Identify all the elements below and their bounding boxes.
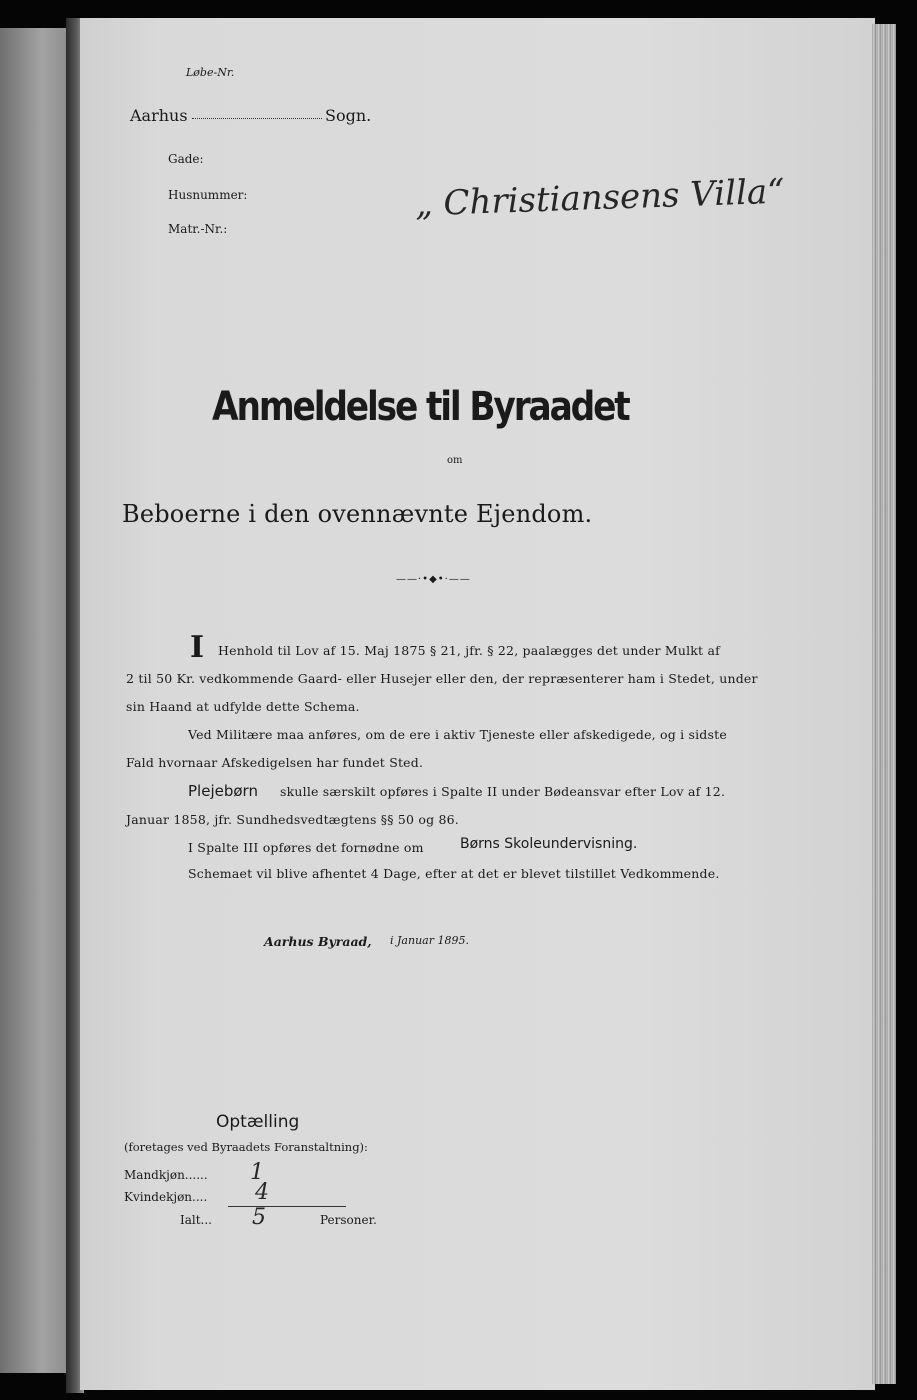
signature-org: Aarhus Byraad, (264, 934, 372, 949)
page-edges (872, 24, 896, 1384)
page-title: Anmeldelse til Byraadet (212, 384, 629, 430)
female-label: Kvindekjøn.... (124, 1190, 208, 1204)
instruction-line: Januar 1858, jfr. Sundhedsvedtægtens §§ 50 og 86. (126, 812, 459, 827)
instruction-line: Henhold til Lov af 15. Maj 1875 § 21, jfr. § 22, paalægges det under Mulkt af (218, 643, 720, 658)
male-value: 1 (250, 1160, 264, 1185)
husnummer-label: Husnummer: (168, 188, 248, 202)
instruction-line: sin Haand at udfylde dette Schema. (126, 699, 360, 714)
instruction-line: Ved Militære maa anføres, om de ere i aktiv Tjeneste eller afskedigede, og i sidste (188, 727, 727, 742)
male-label: Mandkjøn...... (124, 1168, 208, 1182)
gade-label: Gade: (168, 152, 204, 166)
page-subtitle: Beboerne i den ovennævnte Ejendom. (122, 500, 593, 528)
sogn-label: Sogn. (325, 106, 372, 125)
paragraph-initial: I (190, 630, 205, 665)
left-page-edge (0, 28, 70, 1373)
instruction-line: 2 til 50 Kr. vedkommende Gaard- eller Husejer eller den, der repræsenterer ham i Stedet, under (126, 671, 758, 686)
lobe-nr-label: Løbe-Nr. (186, 66, 235, 79)
total-label: Ialt... (180, 1213, 212, 1227)
om-label: om (447, 455, 463, 466)
instruction-line: skulle særskilt opføres i Spalte II under Bødeansvar efter Lov af 12. (280, 784, 726, 799)
matr-nr-label: Matr.-Nr.: (168, 222, 228, 236)
instruction-line: Schemaet vil blive afhentet 4 Dage, efter at det er blevet tilstillet Vedkommende. (188, 866, 720, 881)
total-value: 5 (252, 1205, 266, 1230)
census-heading: Optælling (216, 1112, 300, 1132)
handwritten-address: „ Christiansens Villa“ (414, 171, 786, 225)
signature-date: i Januar 1895. (390, 934, 469, 947)
city-label: Aarhus (130, 106, 188, 125)
female-value: 4 (255, 1180, 269, 1205)
plejeborn-label: Plejebørn (188, 782, 258, 800)
total-rule (228, 1206, 346, 1207)
skoleundervisning-label: Børns Skoleundervisning. (460, 836, 638, 852)
persons-label: Personer. (320, 1213, 377, 1227)
sogn-dotted-line (192, 118, 322, 119)
instruction-line: Fald hvornaar Afskedigelsen har fundet Sted. (126, 755, 424, 770)
census-note: (foretages ved Byraadets Foranstaltning): (124, 1140, 368, 1154)
ornament-divider: ——·•◆•·—— (396, 574, 471, 585)
instruction-line: I Spalte III opføres det fornødne om (188, 840, 424, 855)
